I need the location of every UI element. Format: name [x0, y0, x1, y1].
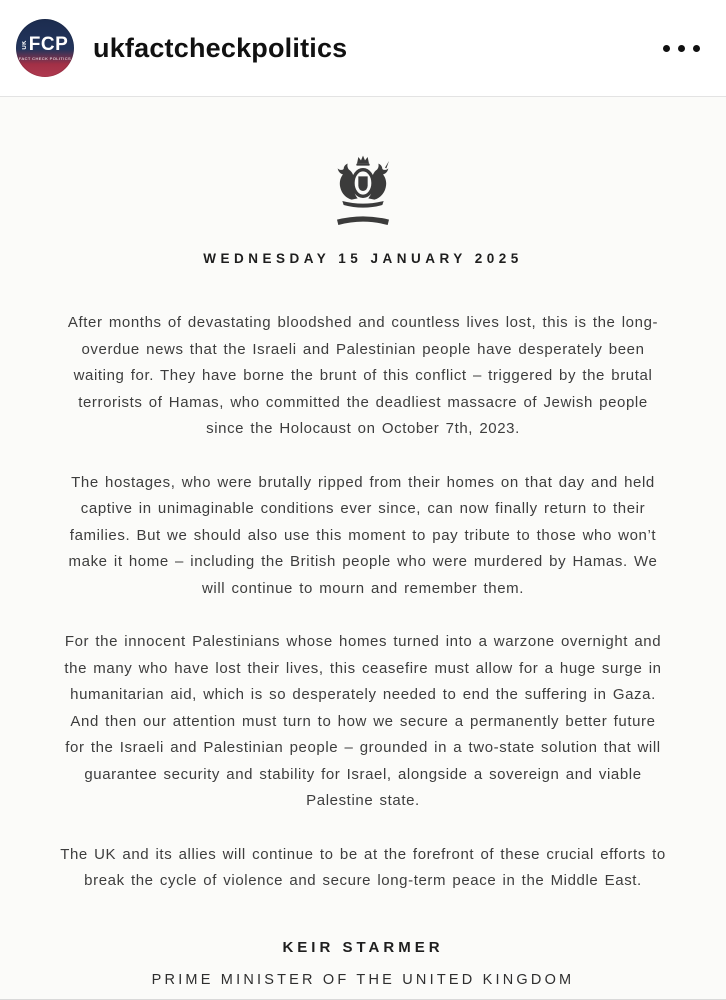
- more-options-icon[interactable]: [661, 37, 702, 60]
- dot: [678, 45, 685, 52]
- signature-block: [60, 939, 666, 988]
- post-header: [0, 0, 726, 97]
- signature-name: KEIR STARMER: [282, 938, 444, 956]
- username[interactable]: ukfactcheckpolitics: [93, 32, 348, 63]
- signature-title: PRIME MINISTER OF THE UNITED KINGDOM: [151, 971, 575, 988]
- statement-card: [0, 97, 726, 1000]
- dot: [663, 45, 670, 52]
- statement-paragraph-2: The hostages, who were brutally ripped from their homes on that day and held captive in unimaginable conditions ever since, can now finally return to their families. But we should also use this moment to pay tribute to those who won’t make it home – including the British people who were murdered by Hamas. We will continue to mourn and remember them.: [68, 473, 658, 597]
- dot: [693, 45, 700, 52]
- statement-paragraph-3: For the innocent Palestinians whose homes turned into a warzone overnight and the many who have lost their lives, this ceasefire must allow for a huge surge in humanitarian aid, which is so desperately needed to end the suffering in Gaza. And then our attention must turn to how we secure a permanently better future for the Israeli and Palestinian people – grounded in a two-state solution that will guarantee security and stability for Israel, alongside a sovereign and viable Palestine state.: [64, 633, 662, 809]
- avatar-logo-text: FCP: [28, 34, 69, 55]
- avatar[interactable]: [16, 19, 74, 77]
- royal-coat-of-arms-icon: [313, 153, 413, 233]
- statement-paragraph-1: After months of devastating bloodshed and countless lives lost, this is the long-overdue news that the Israeli and Palestinian people have desperately been waiting for. They have borne the brunt of this conflict – triggered by the brutal terrorists of Hamas, who committed the deadliest massacre of Jewish people since the Holocaust on October 7th, 2023.: [67, 314, 659, 437]
- statement-date: WEDNESDAY 15 JANUARY 2025: [203, 251, 523, 266]
- avatar-uk-label: UK: [21, 39, 28, 50]
- statement-paragraph-4: The UK and its allies will continue to be at the forefront of these crucial efforts to break the cycle of violence and secure long-term peace in the Middle East.: [60, 845, 666, 889]
- avatar-logo: [22, 35, 69, 54]
- avatar-logo-subtext: FACT CHECK POLITICS: [18, 56, 72, 61]
